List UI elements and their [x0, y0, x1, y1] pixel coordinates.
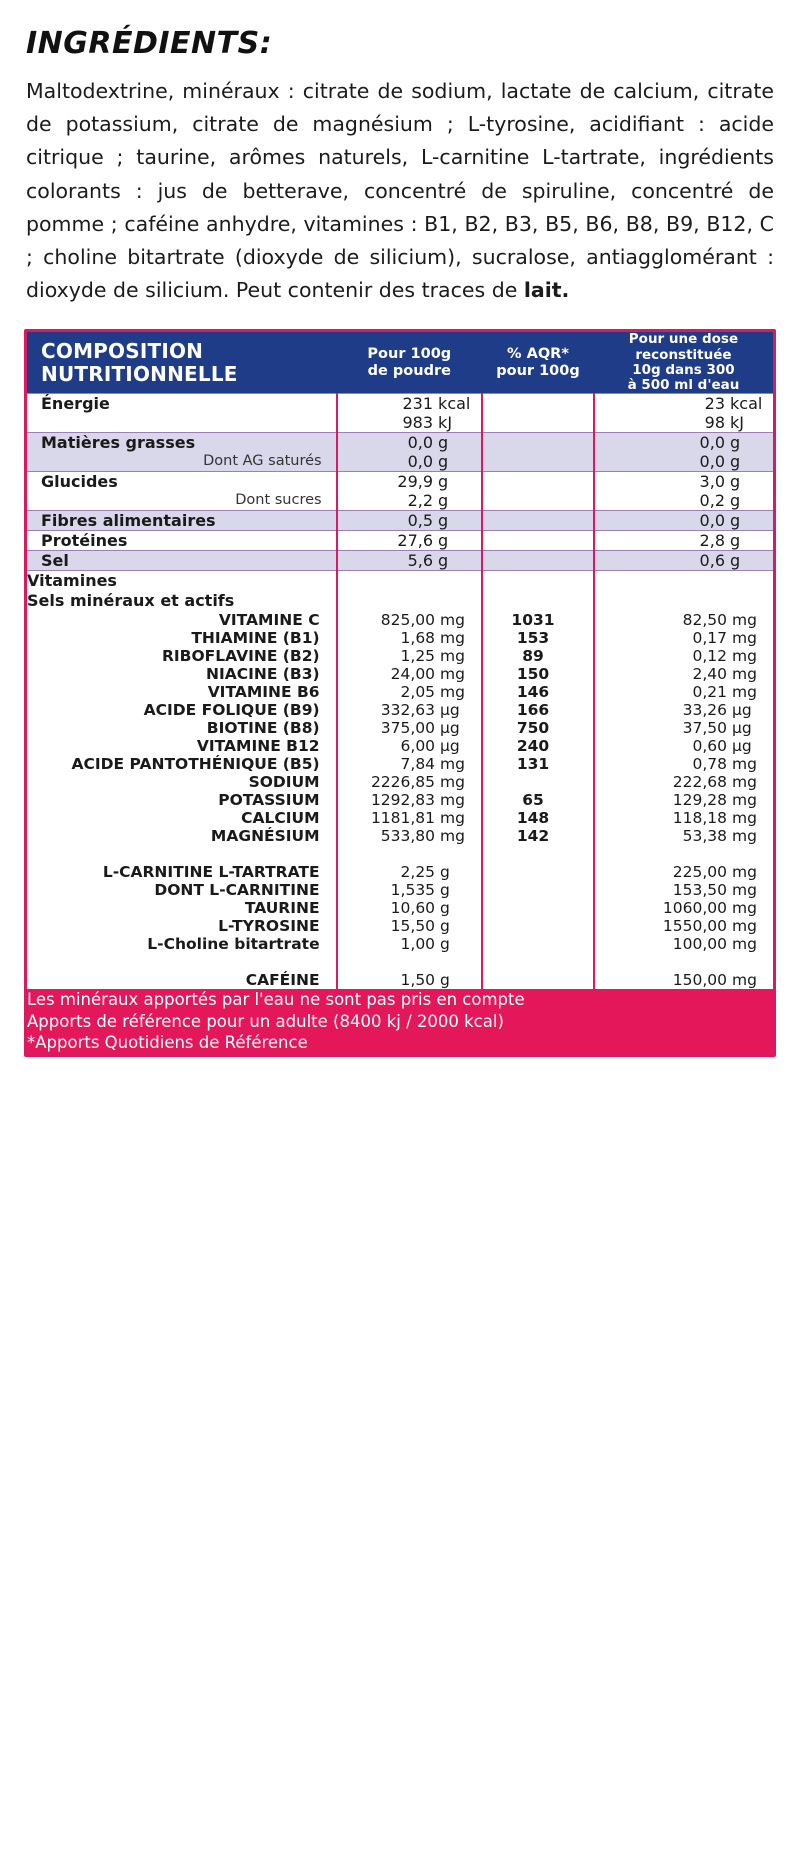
row-value-per-100g: 1292,83 mg: [337, 791, 482, 809]
table-row: [27, 452, 773, 472]
vitamin-row: [27, 737, 773, 755]
row-label: Glucides: [27, 471, 337, 491]
row-value-per-100g: 825,00 mg: [337, 611, 482, 629]
row-value-aqr: [482, 530, 594, 550]
vitamins-header-line2: Sels minéraux et actifs: [27, 590, 235, 610]
row-label: TAURINE: [27, 899, 337, 917]
row-value-per-100g: 0,0 g: [337, 432, 482, 452]
vitamins-section-label: [27, 570, 337, 611]
vitamin-row: [27, 755, 773, 773]
caffeine-row: [27, 971, 773, 989]
ingredients-allergen: lait.: [523, 278, 570, 303]
row-label: MAGNÉSIUM: [27, 827, 337, 845]
row-label: Sel: [27, 550, 337, 570]
row-value-per-100g: 231 kcal: [337, 393, 482, 413]
row-value-per-dose: 3,0 g: [594, 471, 773, 491]
vitamin-row: [27, 647, 773, 665]
row-value-per-100g: 375,00 µg: [337, 719, 482, 737]
row-value-per-100g: 1,68 mg: [337, 629, 482, 647]
table-row: [27, 550, 773, 570]
row-label: ACIDE FOLIQUE (B9): [27, 701, 337, 719]
row-value-per-100g: 332,63 µg: [337, 701, 482, 719]
row-value-per-100g: 1,50 g: [337, 971, 482, 989]
row-value-per-dose: 150,00 mg: [672, 970, 757, 989]
col3-line2: pour 100g: [496, 362, 580, 379]
footnotes: [27, 989, 773, 1054]
row-value-per-100g: 2,25 g: [337, 863, 482, 881]
row-value-aqr: [482, 863, 594, 881]
col4-line1: Pour une dose: [628, 331, 739, 348]
row-label: [27, 413, 337, 433]
nutrition-table-container: [24, 329, 776, 1057]
row-value-aqr: 89: [482, 647, 594, 665]
row-value-aqr: [482, 432, 594, 452]
row-value-per-dose: 0,60 µg: [692, 736, 752, 755]
row-value-per-100g: 27,6 g: [337, 530, 482, 550]
row-value-per-dose: 2,8 g: [594, 530, 773, 550]
spacer-cell: [27, 845, 337, 863]
row-label: Matières grasses: [27, 432, 337, 452]
vitamin-row: [27, 791, 773, 809]
row-value-aqr: [482, 899, 594, 917]
ingredients-title: INGRÉDIENTS:: [26, 26, 273, 61]
row-label: L-CARNITINE L-TARTRATE: [27, 863, 337, 881]
row-value-per-100g: 7,84 mg: [337, 755, 482, 773]
row-value-per-dose: 129,28 mg: [672, 790, 757, 809]
row-value-per-100g: 1,00 g: [337, 935, 482, 953]
col2-line2: de poudre: [367, 362, 451, 379]
row-label: CALCIUM: [27, 809, 337, 827]
spacer-cell: [482, 953, 594, 971]
row-value-per-dose: 0,0 g: [594, 432, 773, 452]
row-label: VITAMINE B12: [27, 737, 337, 755]
spacer-cell: [337, 845, 482, 863]
row-value-aqr: 166: [482, 701, 594, 719]
spacer-cell: [27, 953, 337, 971]
row-value-per-100g: 1181,81 mg: [337, 809, 482, 827]
section-spacer-caffeine: [27, 953, 773, 971]
row-label: L-TYROSINE: [27, 917, 337, 935]
row-value-per-dose: 1060,00 mg: [662, 898, 757, 917]
row-value-aqr: [482, 393, 594, 413]
vitamin-row: [27, 827, 773, 845]
table-title-cell: [27, 332, 337, 393]
table-row: [27, 530, 773, 550]
col3-line1: % AQR*: [507, 346, 569, 363]
row-label: POTASSIUM: [27, 791, 337, 809]
table-row: [27, 471, 773, 491]
vitamins-header-spacer-aqr: [482, 570, 594, 611]
row-value-per-100g: 0,0 g: [337, 452, 482, 472]
section-spacer-actives: [27, 845, 773, 863]
row-value-per-100g: 6,00 µg: [337, 737, 482, 755]
row-value-per-dose: 153,50 mg: [672, 880, 757, 899]
row-value-per-dose: 0,12 mg: [692, 646, 757, 665]
row-label: BIOTINE (B8): [27, 719, 337, 737]
col4-line2: reconstituée: [635, 346, 732, 363]
row-value-aqr: 65: [482, 791, 594, 809]
row-value-aqr: 150: [482, 665, 594, 683]
nutrition-table-body: [27, 332, 773, 1054]
row-value-per-100g: 983 kJ: [337, 413, 482, 433]
row-value-aqr: [482, 935, 594, 953]
row-value-aqr: 750: [482, 719, 594, 737]
row-value-aqr: [482, 452, 594, 472]
row-label: ACIDE PANTOTHÉNIQUE (B5): [27, 755, 337, 773]
row-label: Dont sucres: [27, 491, 337, 511]
row-value-aqr: [482, 773, 594, 791]
row-value-aqr: 1031: [482, 611, 594, 629]
row-value-per-100g: 5,6 g: [337, 550, 482, 570]
row-value-per-dose: 98 kJ: [704, 412, 744, 432]
row-value-aqr: 142: [482, 827, 594, 845]
table-row: [27, 393, 773, 413]
nutrition-table: [27, 332, 773, 1054]
spacer-cell: [482, 845, 594, 863]
vitamin-row: [27, 665, 773, 683]
footnote-line3: *Apports Quotidiens de Référence: [27, 1033, 308, 1053]
row-value-per-100g: 2,2 g: [337, 491, 482, 511]
vitamins-header-spacer-100g: [337, 570, 482, 611]
row-value-per-dose: 100,00 mg: [672, 934, 757, 953]
vitamin-row: [27, 809, 773, 827]
row-label: DONT L-CARNITINE: [27, 881, 337, 899]
vitamins-header-spacer-dose: [594, 570, 773, 611]
row-value-per-100g: 29,9 g: [337, 471, 482, 491]
row-value-aqr: [482, 881, 594, 899]
row-value-aqr: [482, 491, 594, 511]
row-value-per-100g: 533,80 mg: [337, 827, 482, 845]
row-value-aqr: [482, 471, 594, 491]
row-value-per-dose: 118,18 mg: [672, 808, 757, 827]
row-value-aqr: [482, 971, 594, 989]
active-row: [27, 917, 773, 935]
active-row: [27, 863, 773, 881]
column-header-per-dose: [594, 332, 773, 393]
vitamin-row: [27, 611, 773, 629]
column-header-aqr: [482, 332, 594, 393]
row-value-per-100g: 15,50 g: [337, 917, 482, 935]
row-value-per-100g: 2,05 mg: [337, 683, 482, 701]
spacer-cell: [594, 953, 773, 971]
row-label: SODIUM: [27, 773, 337, 791]
row-value-per-dose: 53,38 mg: [682, 826, 757, 845]
table-row: [27, 510, 773, 530]
row-value-per-100g: 10,60 g: [337, 899, 482, 917]
vitamin-row: [27, 719, 773, 737]
row-value-per-dose: 0,6 g: [594, 550, 773, 570]
ingredients-text: [26, 75, 774, 307]
row-value-per-100g: 0,5 g: [337, 510, 482, 530]
col2-line1: Pour 100g: [367, 346, 452, 363]
row-value-aqr: 153: [482, 629, 594, 647]
row-value-per-dose: 0,17 mg: [692, 628, 757, 647]
row-value-aqr: [482, 413, 594, 433]
row-value-aqr: 146: [482, 683, 594, 701]
row-value-per-dose: 225,00 mg: [672, 862, 757, 881]
spacer-cell: [594, 845, 773, 863]
row-value-per-dose: 222,68 mg: [672, 772, 757, 791]
ingredients-text-main: Maltodextrine, minéraux : citrate de sodium, lactate de calcium, citrate de potassium, citrate de magnésium ; L-tyrosine, acidifiant : acide citrique ; taurine, arômes naturels, L-carnitine L-tartrate, ingrédients colorants : jus de betterave, concentré de spiruline, concentré de pomme ; caféine anhydre, vitamines : B1, B2, B3, B5, B6, B8, B9, B12, C ; choline bitartrate (dioxyde de silicium), sucralose, antiagglomérant : dioxyde de silicium. Peut contenir des traces de: [26, 79, 774, 303]
row-value-per-dose: 82,50 mg: [682, 610, 757, 629]
row-value-aqr: [482, 510, 594, 530]
active-row: [27, 935, 773, 953]
row-value-per-100g: 1,535 g: [337, 881, 482, 899]
vitamin-row: [27, 701, 773, 719]
vitamin-row: [27, 629, 773, 647]
row-value-per-dose: 0,0 g: [594, 510, 773, 530]
row-value-per-100g: 2226,85 mg: [337, 773, 482, 791]
vitamin-row: [27, 773, 773, 791]
active-row: [27, 899, 773, 917]
row-value-per-100g: 24,00 mg: [337, 665, 482, 683]
row-label: NIACINE (B3): [27, 665, 337, 683]
active-row: [27, 881, 773, 899]
row-label: VITAMINE B6: [27, 683, 337, 701]
table-row: [27, 413, 773, 433]
vitamins-section-header: [27, 570, 773, 611]
row-value-per-dose: 0,2 g: [699, 490, 741, 510]
row-value-per-dose: 37,50 µg: [682, 718, 752, 737]
table-title-line1: COMPOSITION: [41, 339, 204, 364]
row-value-aqr: [482, 550, 594, 570]
row-value-aqr: [482, 917, 594, 935]
table-header-row: [27, 332, 773, 393]
vitamin-row: [27, 683, 773, 701]
row-label: Protéines: [27, 530, 337, 550]
table-footer-row: [27, 989, 773, 1054]
col4-line4: à 500 ml d'eau: [627, 376, 740, 393]
row-label: RIBOFLAVINE (B2): [27, 647, 337, 665]
row-label: Dont AG saturés: [27, 452, 337, 472]
col4-line3: 10g dans 300: [632, 361, 735, 378]
row-value-per-dose: 1550,00 mg: [662, 916, 757, 935]
table-row: [27, 491, 773, 511]
row-label: THIAMINE (B1): [27, 629, 337, 647]
row-value-per-100g: 1,25 mg: [337, 647, 482, 665]
row-value-per-dose: 2,40 mg: [692, 664, 757, 683]
row-label: CAFÉINE: [27, 971, 337, 989]
table-title-line2: NUTRITIONNELLE: [41, 361, 238, 386]
row-value-aqr: 240: [482, 737, 594, 755]
row-value-aqr: 131: [482, 755, 594, 773]
vitamins-header-line1: Vitamines: [27, 570, 117, 590]
row-value-per-dose: 23 kcal: [594, 393, 773, 413]
row-value-aqr: 148: [482, 809, 594, 827]
spacer-cell: [337, 953, 482, 971]
row-label: Fibres alimentaires: [27, 510, 337, 530]
footnote-line2: Apports de référence pour un adulte (8400 kj / 2000 kcal): [27, 1011, 504, 1031]
row-label: Énergie: [27, 393, 337, 413]
table-row: [27, 432, 773, 452]
row-value-per-dose: 0,78 mg: [692, 754, 757, 773]
row-label: L-Choline bitartrate: [27, 935, 337, 953]
row-label: VITAMINE C: [27, 611, 337, 629]
row-value-per-dose: 33,26 µg: [682, 700, 752, 719]
row-value-per-dose: 0,0 g: [594, 452, 773, 472]
footnote-line1: Les minéraux apportés par l'eau ne sont pas pris en compte: [27, 989, 525, 1009]
column-header-per-100g: [337, 332, 482, 393]
row-value-per-dose: 0,21 mg: [692, 682, 757, 701]
